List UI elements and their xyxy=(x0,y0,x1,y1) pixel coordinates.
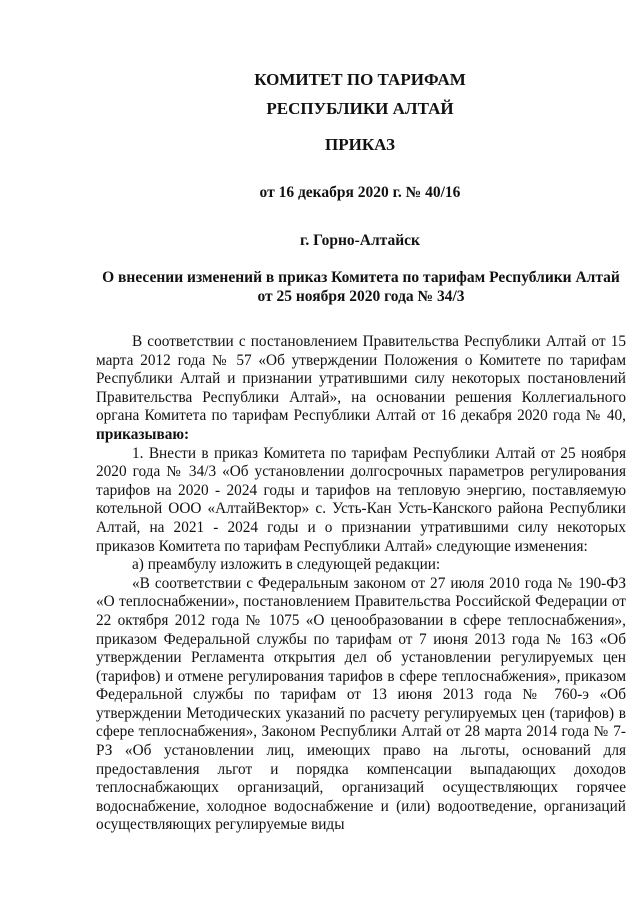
item-1a-paragraph: а) преамбулу изложить в следующей редакции: xyxy=(132,556,441,574)
preamble-text: В соответствии с постановлением Правительства Республики Алтай от 15 марта 2012 года № 57 «Об утверждении Положения о Комитете по тарифам Республики Алтай и признании утратившими силу некоторых постановлений Правительства Республики Алтай», на основании решения Коллегиального органа Комитета по тарифам Республики Алтай от 16 декабря 2020 года № 40, xyxy=(96,333,626,425)
order-subject: О внесении изменений в приказ Комитета по тарифам Республики Алтай от 25 ноября 2020 года № 34/3 xyxy=(102,269,620,305)
order-date-number: от 16 декабря 2020 г. № 40/16 xyxy=(259,184,461,201)
committee-name-line1: КОМИТЕТ ПО ТАРИФАМ xyxy=(254,70,466,89)
order-directive-word: приказываю: xyxy=(96,425,190,443)
quoted-preamble-paragraph: «В соответствии с Федеральным законом от 27 июля 2010 года № 190-ФЗ «О теплоснабжении», постановлением Правительства Российской Федерации от 22 октября 2012 года № 1075 «О ценообразовании в сфере теплоснабжения», приказом Федеральной службы по тарифам от 7 июня 2013 года № 163 «Об утверждении Регламента открытия дел об установлении регулируемых цен (тарифов) и отмене регулирования тарифов в сфере теплоснабжения», приказом Федеральной службы по тарифам от 13 июня 2013 года № 760-э «Об утверждении Методических указаний по расчету регулируемых цен (тарифов) в сфере теплоснабжения», Законом Республики Алтай от 28 марта 2014 года № 7-РЗ «Об установлении лиц, имеющих право на льготы, оснований для предоставления льгот и порядка компенсации выпадающих доходов теплоснабжающих организаций, организаций осуществляющих горячее водоснабжение, холодное водоснабжение и (или) водоотведение, организаций осуществляющих регулируемые виды xyxy=(96,574,626,834)
item-1-paragraph: 1. Внести в приказ Комитета по тарифам Республики Алтай от 25 ноября 2020 года № 34/3 «Об установлении долгосрочных параметров регулирования тарифов на 2020 - 2024 годы и тарифов на тепловую энергию, поставляемую котельной ООО «АлтайВектор» с. Усть-Кан Усть-Канского района Республики Алтай, на 2021 - 2024 годы и о признании утратившими силу некоторых приказов Комитета по тарифам Республики Алтай» следующие изменения: xyxy=(96,444,626,555)
preamble-paragraph xyxy=(96,333,626,445)
order-body xyxy=(96,333,626,835)
committee-name-line2: РЕСПУБЛИКИ АЛТАЙ xyxy=(266,99,454,118)
order-city: г. Горно-Алтайск xyxy=(300,232,420,249)
order-title: ПРИКАЗ xyxy=(325,135,395,154)
